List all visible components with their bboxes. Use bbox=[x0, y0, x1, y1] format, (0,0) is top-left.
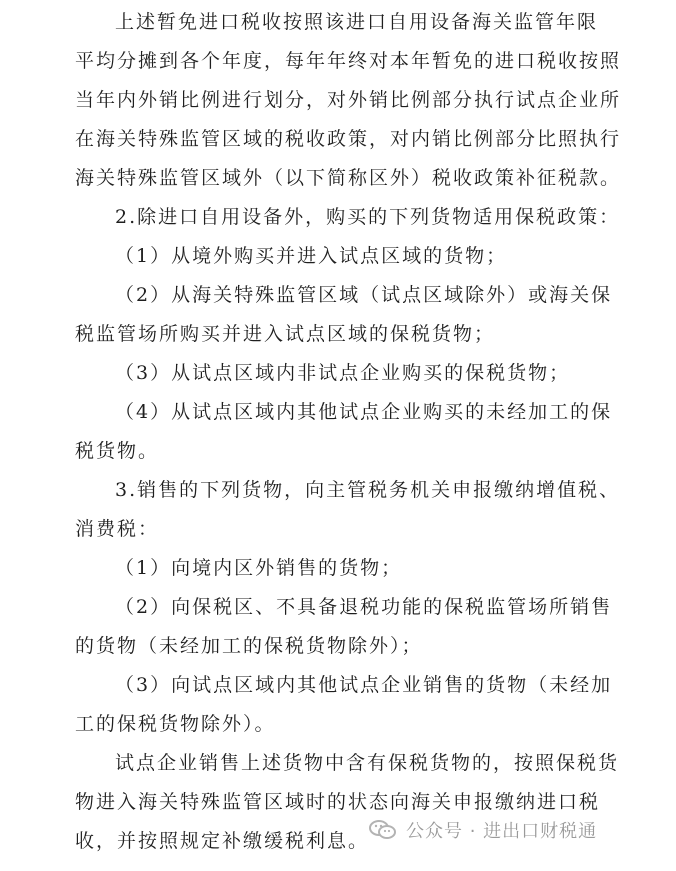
text-line: 2.除进口自用设备外，购买的下列货物适用保税政策： bbox=[115, 206, 621, 228]
text-line: 收，并按照规定补缴缓税利息。 bbox=[75, 830, 370, 852]
watermark bbox=[368, 813, 597, 847]
text-line: 税监管场所购买并进入试点区域的保税货物； bbox=[75, 323, 496, 345]
text-line: 海关特殊监管区域外（以下简称区外）税收政策补征税款。 bbox=[75, 167, 622, 189]
text-line: （2）向保税区、不具备退税功能的保税监管场所销售 bbox=[115, 596, 613, 618]
text-line: 在海关特殊监管区域的税收政策，对内销比例部分比照执行 bbox=[75, 128, 622, 150]
text-line: 消费税： bbox=[75, 518, 160, 540]
text-line: （3）向试点区域内其他试点企业销售的货物（未经加 bbox=[115, 674, 613, 696]
text-line: 当年内外销比例进行划分，对外销比例部分执行试点企业所 bbox=[75, 89, 622, 111]
text-line: 平均分摊到各个年度，每年年终对本年暂免的进口税收按照 bbox=[75, 50, 622, 72]
text-line: （1）从境外购买并进入试点区域的货物； bbox=[115, 245, 508, 267]
text-line: （2）从海关特殊监管区域（试点区域除外）或海关保 bbox=[115, 284, 613, 306]
text-line: 上述暂免进口税收按照该进口自用设备海关监管年限 bbox=[115, 11, 599, 33]
watermark-text: 公众号 · 进出口财税通 bbox=[406, 821, 598, 842]
text-line: 税货物。 bbox=[75, 440, 160, 462]
text-line: （1）向境内区外销售的货物； bbox=[115, 557, 403, 579]
text-line: （4）从试点区域内其他试点企业购买的未经加工的保 bbox=[115, 401, 613, 423]
text-line: 试点企业销售上述货物中含有保税货物的，按照保税货 bbox=[115, 752, 620, 774]
text-line: 物进入海关特殊监管区域时的状态向海关申报缴纳进口税 bbox=[75, 791, 601, 813]
text-line: （3）从试点区域内非试点企业购买的保税货物； bbox=[115, 362, 571, 384]
text-line: 工的保税货物除外）。 bbox=[75, 713, 276, 735]
wechat-icon bbox=[368, 818, 398, 842]
text-line: 3.销售的下列货物，向主管税务机关申报缴纳增值税、 bbox=[115, 479, 621, 501]
text-line: 的货物（未经加工的保税货物除外）； bbox=[75, 635, 423, 657]
